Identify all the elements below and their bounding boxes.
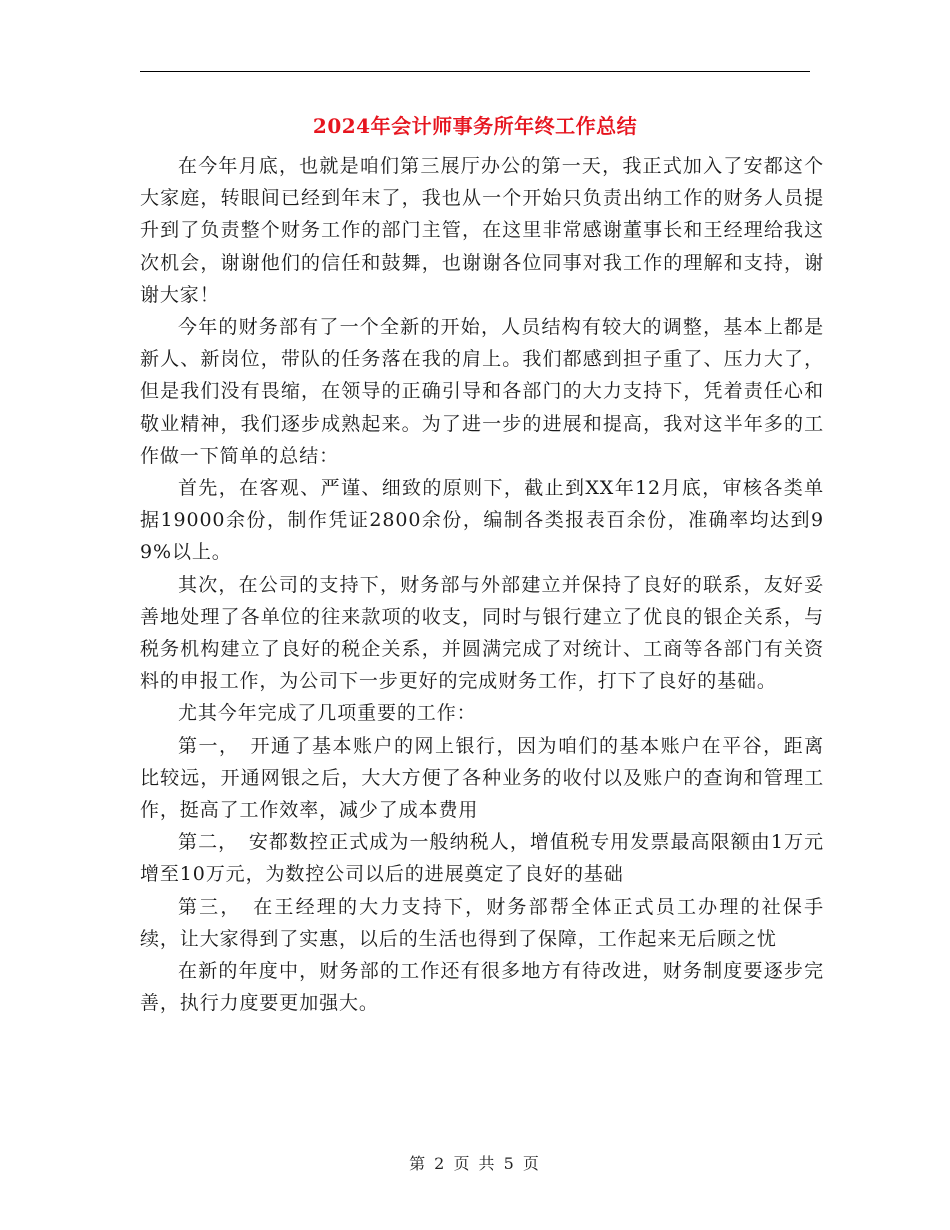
header-rule — [140, 71, 810, 72]
paragraph-2: 今年的财务部有了一个全新的开始，人员结构有较大的调整，基本上都是新人、新岗位，带队的任务落在我的肩上。我们都感到担子重了、压力大了，但是我们没有畏缩，在领导的正确引导和各部门的大力支持下，凭着责任心和敬业精神，我们逐步成熟起来。为了进一步的进展和提高，我对这半年多的工作做一下简单的总结： — [140, 316, 824, 467]
paragraph-5: 尤其今年完成了几项重要的工作： — [178, 702, 477, 725]
paragraph-7: 第二， 安都数控正式成为一般纳税人，增值税专用发票最高限额由1万元增至10万元，为数控公司以后的进展奠定了良好的基础 — [140, 831, 824, 886]
paragraph-8: 第三， 在王经理的大力支持下，财务部帮全体正式员工办理的社保手续，让大家得到了实惠，以后的生活也得到了保障，工作起来无后顾之忧 — [140, 895, 824, 950]
paragraph-6: 第一， 开通了基本账户的网上银行，因为咱们的基本账户在平谷，距离比较远，开通网银之后，大大方便了各种业务的收付以及账户的查询和管理工作，挺高了工作效率，减少了成本费用 — [140, 734, 824, 822]
paragraph-9: 在新的年度中，财务部的工作还有很多地方有待改进，财务制度要逐步完善，执行力度要更加强大。 — [140, 960, 824, 1015]
paragraph-1: 在今年月底，也就是咱们第三展厅办公的第一天，我正式加入了安都这个大家庭，转眼间已经到年末了，我也从一个开始只负责出纳工作的财务人员提升到了负责整个财务工作的部门主管，在这里非常感谢董事长和王经理给我这次机会，谢谢他们的信任和鼓舞，也谢谢各位同事对我工作的理解和支持，谢谢大家！ — [140, 155, 824, 306]
paragraph-4: 其次，在公司的支持下，财务部与外部建立并保持了良好的联系，友好妥善地处理了各单位的往来款项的收支，同时与银行建立了优良的银企关系，与税务机构建立了良好的税企关系，并圆满完成了对统计、工商等各部门有关资料的申报工作，为公司下一步更好的完成财务工作，打下了良好的基础。 — [140, 573, 824, 693]
document-title: 2024年会计师事务所年终工作总结 — [312, 114, 638, 138]
page-number-footer: 第 2 页 共 5 页 — [409, 1154, 541, 1173]
document-body — [140, 150, 824, 1019]
paragraph-3: 首先，在客观、严谨、细致的原则下，截止到XX年12月底，审核各类单据19000余份，制作凭证2800余份，编制各类报表百余份，准确率均达到99%以上。 — [140, 477, 824, 564]
